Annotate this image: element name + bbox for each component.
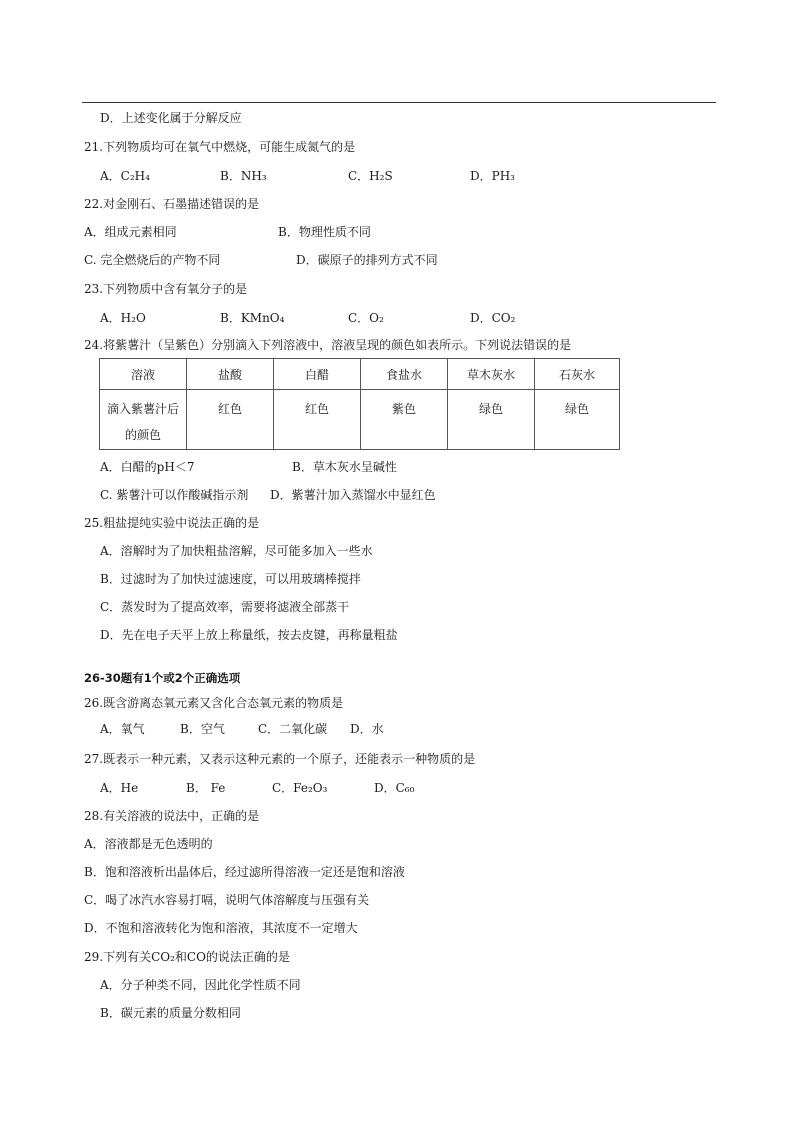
q21-stem: 21.下列物质均可在氧气中燃烧，可能生成氮气的是 xyxy=(84,140,356,154)
q24-row-label-line1: 滴入紫薯汁后 xyxy=(106,402,179,416)
q21-option-d: D．PH₃ xyxy=(470,169,515,183)
q23-stem: 23.下列物质中含有氧分子的是 xyxy=(84,282,248,296)
q27-stem: 27.既表示一种元素，又表示这种元素的一个原子，还能表示一种物质的是 xyxy=(84,752,476,766)
q26-stem: 26.既含游离态氧元素又含化合态氧元素的物质是 xyxy=(84,696,344,710)
header-rule xyxy=(82,102,716,103)
q28-option-a: A．溶液都是无色透明的 xyxy=(84,837,213,851)
q27-option-c: C．Fe₂O₃ xyxy=(272,781,328,795)
q24-header-cell: 盐酸 xyxy=(187,359,274,390)
q28-option-c: C．喝了冰汽水容易打嗝，说明气体溶解度与压强有关 xyxy=(84,893,370,907)
q24-header-cell: 草木灰水 xyxy=(448,359,535,390)
q24-color-cell: 红色 xyxy=(187,390,274,450)
q24-table-header-row xyxy=(100,359,620,390)
q21-option-a: A．C₂H₄ xyxy=(100,169,150,183)
q24-color-cell: 绿色 xyxy=(448,390,535,450)
section-heading: 26-30题有1个或2个正确选项 xyxy=(84,671,241,685)
q24-color-cell: 红色 xyxy=(274,390,361,450)
q21-option-c: C．H₂S xyxy=(348,169,393,183)
q24-header-cell: 白醋 xyxy=(274,359,361,390)
q24-color-cell: 绿色 xyxy=(535,390,620,450)
q27-option-d: D．C₆₀ xyxy=(374,781,415,795)
q23-option-c: C．O₂ xyxy=(348,311,384,325)
q24-option-c: C. 紫薯汁可以作酸碱指示剂 xyxy=(100,488,249,502)
q24-header-cell: 溶液 xyxy=(100,359,187,390)
q22-stem: 22.对金刚石、石墨描述错误的是 xyxy=(84,197,260,211)
q29-stem: 29.下列有关CO₂和CO的说法正确的是 xyxy=(84,950,290,964)
q25-stem: 25.粗盐提纯实验中说法正确的是 xyxy=(84,516,260,530)
q24-table-color-row xyxy=(100,390,620,450)
q28-option-d: D．不饱和溶液转化为饱和溶液，其浓度不一定增大 xyxy=(84,921,358,935)
q24-option-d: D．紫薯汁加入蒸馏水中显红色 xyxy=(270,488,436,502)
q24-row-label-line2: 的颜色 xyxy=(124,428,161,442)
q24-table xyxy=(99,358,620,450)
q22-option-c: C. 完全燃烧后的产物不同 xyxy=(84,253,221,267)
q25-option-d: D．先在电子天平上放上称量纸，按去皮键，再称量粗盐 xyxy=(100,628,398,642)
q25-option-b: B．过滤时为了加快过滤速度，可以用玻璃棒搅拌 xyxy=(100,572,361,586)
q29-option-b: B．碳元素的质量分数相同 xyxy=(100,1006,241,1020)
q24-header-cell: 食盐水 xyxy=(361,359,448,390)
q23-option-a: A．H₂O xyxy=(100,311,146,325)
q26-option-a: A．氧气 xyxy=(100,722,145,736)
q24-header-cell: 石灰水 xyxy=(535,359,620,390)
q27-option-b: B． Fe xyxy=(186,781,226,795)
q24-option-b: B．草木灰水呈碱性 xyxy=(292,460,397,474)
q24-row-label-cell xyxy=(100,390,187,450)
q22-option-d: D．碳原子的排列方式不同 xyxy=(296,253,438,267)
q28-stem: 28.有关溶液的说法中，正确的是 xyxy=(84,809,260,823)
q24-option-a: A．白醋的pH＜7 xyxy=(100,460,195,474)
q28-option-b: B．饱和溶液析出晶体后，经过滤所得溶液一定还是饱和溶液 xyxy=(84,865,405,879)
q20-option-d: D．上述变化属于分解反应 xyxy=(100,111,242,125)
q26-option-d: D．水 xyxy=(350,722,384,736)
q23-option-b: B．KMnO₄ xyxy=(220,311,285,325)
q29-option-a: A．分子种类不同，因此化学性质不同 xyxy=(100,978,301,992)
q26-option-c: C．二氧化碳 xyxy=(258,722,328,736)
q25-option-c: C．蒸发时为了提高效率，需要将滤液全部蒸干 xyxy=(100,600,350,614)
q23-option-d: D．CO₂ xyxy=(470,311,516,325)
q26-option-b: B．空气 xyxy=(180,722,225,736)
q24-stem: 24.将紫薯汁（呈紫色）分别滴入下列溶液中，溶液呈现的颜色如表所示。下列说法错误的是 xyxy=(84,338,572,352)
q22-option-a: A．组成元素相同 xyxy=(84,225,177,239)
q22-option-b: B．物理性质不同 xyxy=(278,225,371,239)
q25-option-a: A．溶解时为了加快粗盐溶解，尽可能多加入一些水 xyxy=(100,544,373,558)
q21-option-b: B．NH₃ xyxy=(220,169,267,183)
q27-option-a: A．He xyxy=(100,781,139,795)
q24-color-cell: 紫色 xyxy=(361,390,448,450)
